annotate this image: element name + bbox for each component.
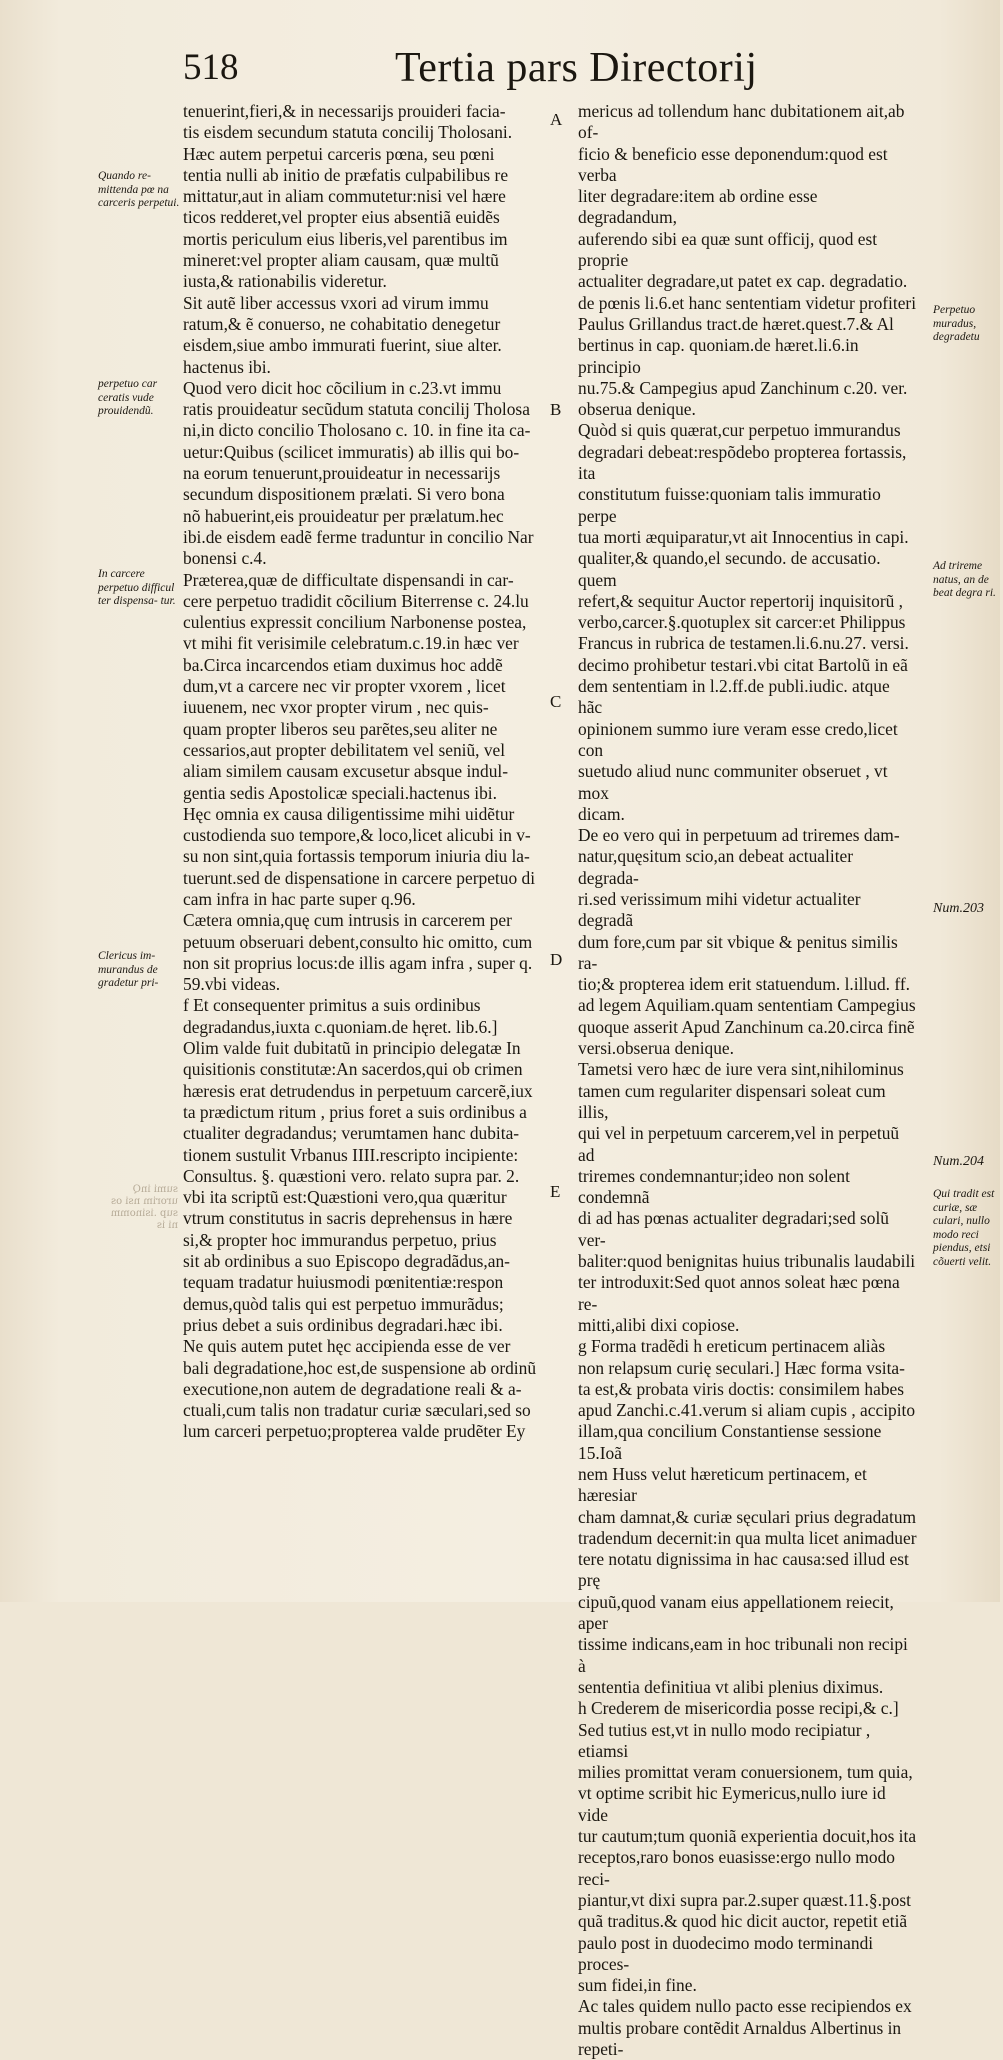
margin-note-right: Qui tradit est curiæ, sæ culari, nullo modo reci piendus, etsi cõuerti velit. bbox=[933, 1188, 995, 1268]
text-line: ni,in dicto concilio Tholosano c. 10. in fine ita ca- bbox=[183, 420, 531, 441]
text-line: constitutum fuisse:quoniam talis immuratio perpe bbox=[578, 484, 881, 526]
text-line: Hæc autem perpetui carceris pœna, seu pœni bbox=[183, 143, 495, 164]
text-line: baliter:quod benignitas huius tribunalis laudabili bbox=[578, 1251, 916, 1272]
text-line: multis probare contẽdit Arnaldus Albertinus in bbox=[578, 2017, 902, 2038]
text-line: opinionem summo iure veram esse credo,licet con bbox=[578, 718, 898, 760]
text-line: Præterea,quæ de difficultate dispensandi in car- bbox=[183, 569, 514, 590]
text-line: ratum,& ẽ conuerso, ne cohabitatio denegetur bbox=[183, 313, 501, 334]
text-line: tentia nulli ab initio de præfatis culpabilibus re bbox=[183, 164, 509, 185]
text-line: degradandus,iuxta c.quoniam.de hęret. lib.6.] bbox=[183, 1016, 498, 1037]
text-line: aliam similem causam excusetur absque indul- bbox=[183, 761, 509, 782]
text-line: tenuerint,fieri,& in necessarijs prouideri facia- bbox=[183, 101, 506, 121]
text-line: quisitionis constitutæ:An sacerdos,qui ob crimen bbox=[183, 1059, 523, 1080]
margin-note-right: Num.203 bbox=[933, 901, 984, 916]
text-line: verbo,carcer.§.quotuplex sit carcer:et Philippus bbox=[578, 612, 906, 633]
text-line: ctuali,cum talis non tradatur curiæ sæculari,sed so bbox=[183, 1400, 531, 1421]
text-line: custodienda suo tempore,& loco,licet alicubi in v- bbox=[183, 825, 531, 846]
text-line: Hęc omnia ex causa diligentissime mihi uidẽtur bbox=[183, 803, 515, 824]
text-line: degradari debeat:respõdebo propterea fortassis, ita bbox=[578, 441, 907, 484]
text-line: ri.sed verissimum mihi videtur actualiter degradã bbox=[578, 888, 861, 931]
text-line: receptos,raro bonos euasisse:ergo nullo modo reci- bbox=[578, 1847, 895, 1889]
text-line: petuum obseruari debent,consulto hic omitto, cum bbox=[183, 931, 533, 952]
text-line: tamen cum regulariter dispensari soleat cum illis, bbox=[578, 1080, 886, 1122]
text-line: auferendo sibi ea quæ sunt officij, quod est proprie bbox=[578, 228, 878, 271]
margin-note-left: perpetuo car ceratis vude prouidendũ. bbox=[98, 378, 158, 417]
text-line: decimo prohibetur testari.vbi citat Bartolũ in eã bbox=[578, 654, 908, 675]
text-line: paulo post in duodecimo modo terminandi proces- bbox=[578, 1932, 874, 1974]
text-line: tua morti æquiparatur,vt ait Innocentius in capi. bbox=[578, 526, 909, 547]
text-line: ta prædictum ritum , prius foret a suis ordinibus a bbox=[183, 1101, 527, 1122]
text-line: culentius expressit concilium Narbonense postea, bbox=[183, 612, 527, 633]
left-text-column bbox=[183, 101, 551, 1443]
text-line: Francus in rubrica de testamen.li.6.nu.27. versi. bbox=[578, 633, 909, 654]
text-line: bonensi c.4. bbox=[183, 548, 267, 569]
text-line: Sed tutius est,vt in nullo modo recipiatur , etiamsi bbox=[578, 1719, 871, 1761]
text-line: vt mihi fit verisimile celebratum.c.19.in hæc ver bbox=[183, 633, 519, 654]
text-line: hæresis erat detrudendus in perpetuum carcerẽ,iux bbox=[183, 1080, 533, 1101]
text-line: quã traditus.& quod hic dicit auctor, repetit etiã bbox=[578, 1911, 908, 1932]
text-line: De eo vero qui in perpetuum ad triremes dam- bbox=[578, 825, 900, 846]
text-line: non relapsum curię seculari.] Hæc forma vsita- bbox=[578, 1357, 905, 1378]
text-line: prius debet a suis ordinibus degradari.hæc ibi. bbox=[183, 1314, 503, 1335]
text-line: di ad has pœnas actualiter degradari;sed solũ ver- bbox=[578, 1208, 889, 1250]
text-line: obserua denique. bbox=[578, 399, 696, 420]
text-line: dem sententiam in l.2.ff.de publi.iudic. atque hãc bbox=[578, 676, 890, 718]
text-line: tis eisdem secundum statuta concilij Tholosani. bbox=[183, 122, 513, 143]
text-line: Tametsi vero hæc de iure vera sint,nihilominus bbox=[578, 1059, 904, 1080]
margin-note-left: Quando re- mittenda pœ na carceris perpetui. bbox=[98, 170, 180, 209]
text-line: milies promittat veram conuersionem, tum quia, bbox=[578, 1762, 913, 1783]
text-line: de pœnis li.6.et hanc sententiam videtur profiteri bbox=[578, 292, 917, 313]
text-line: apud Zanchi.c.41.verum si aliam cupis , accipito bbox=[578, 1400, 916, 1421]
text-line: tur cautum;tum quoniã experientia docuit,hos ita bbox=[578, 1826, 917, 1847]
text-line: uetur:Quibus (scilicet immuratis) ab illis qui bo- bbox=[183, 441, 520, 462]
text-line: bertinus in cap. quoniam.de hæret.li.6.in principio bbox=[578, 335, 859, 377]
text-line: cam infra in hac parte super q.96. bbox=[183, 888, 416, 909]
text-line: tissime indicans,eam in hoc tribunali non recipi à bbox=[578, 1634, 908, 1676]
text-line: tuerunt.sed de dispensatione in carcere perpetuo di bbox=[183, 867, 536, 888]
text-line: f Et consequenter primitus a suis ordinibus bbox=[183, 995, 481, 1016]
text-line: sum fidei,in fine. bbox=[578, 1975, 697, 1996]
section-letter: E bbox=[550, 1182, 561, 1201]
text-line: nu.75.& Campegius apud Zanchinum c.20. ver. bbox=[578, 377, 908, 398]
text-line: ad legem Aquiliam.quam sententiam Campegius bbox=[578, 995, 916, 1016]
text-line: sit ab ordinibus a suo Episcopo degradãdus,an- bbox=[183, 1251, 510, 1272]
text-line: mericus ad tollendum hanc dubitationem ait,ab of- bbox=[578, 101, 905, 143]
text-line: repeti- bbox=[578, 2039, 624, 2060]
text-line: mineret:vel propter aliam causam, quæ multũ bbox=[183, 250, 499, 271]
text-line: nõ habuerint,eis prouideatur per prælatum.hec bbox=[183, 505, 504, 526]
text-line: tio;& propterea idem erit statuendum. l.illud. ff. bbox=[578, 974, 910, 995]
text-line: iusta,& rationabilis videretur. bbox=[183, 271, 387, 292]
running-title: Tertia pars Directorij bbox=[395, 45, 758, 91]
text-line: natur,quęsitum scio,an debeat actualiter degrada- bbox=[578, 846, 854, 888]
text-line: Cætera omnia,quę cum intrusis in carcerem per bbox=[183, 910, 512, 931]
text-line: Quod vero dicit hoc cõcilium in c.23.vt immu bbox=[183, 377, 502, 398]
text-line: refert,& sequitur Auctor repertorij inquisitorũ , bbox=[578, 590, 904, 611]
page-number: 518 bbox=[183, 47, 239, 88]
margin-note-right: Num.204 bbox=[933, 1154, 984, 1169]
text-line: vt optime scribit hic Eymericus,nullo iure id vide bbox=[578, 1783, 886, 1825]
text-line: nem Huss velut hæreticum pertinacem, et hæresiar bbox=[578, 1464, 867, 1506]
text-line: ficio & beneficio esse deponendum:quod est verba bbox=[578, 143, 888, 185]
section-letter: D bbox=[550, 950, 563, 969]
text-line: cessarios,aut propter debilitatem vel seniũ, vel bbox=[183, 739, 506, 760]
text-line: liter degradare:item ab ordine esse degradandum, bbox=[578, 186, 818, 228]
text-line: dum fore,cum par sit vbique & penitus similis ra- bbox=[578, 931, 898, 973]
text-line: ratis prouideatur secũdum statuta concilij Tholosa bbox=[183, 399, 530, 420]
text-line: 59.vbi videas. bbox=[183, 974, 281, 995]
text-line: Sit autẽ liber accessus vxori ad virum immu bbox=[183, 292, 489, 313]
text-line: ta est,& probata viris doctis: consimilem habes bbox=[578, 1378, 905, 1399]
text-line: hactenus ibi. bbox=[183, 356, 271, 377]
section-letter: C bbox=[550, 692, 562, 711]
text-line: cham damnat,& curiæ sęculari prius degradatum bbox=[578, 1506, 917, 1527]
text-line: executione,non autem de degradatione reali & a- bbox=[183, 1378, 522, 1399]
text-line: tionem sustulit Vrbanus IIII.rescripto incipiente: bbox=[183, 1144, 519, 1165]
text-line: mittatur,aut in aliam commutetur:nisi vel hære bbox=[183, 186, 506, 207]
text-line: dicam. bbox=[578, 803, 625, 824]
text-line: su non sint,quia fortassis temporum iniuria diu la- bbox=[183, 846, 530, 867]
text-line: si,& propter hoc immurandus perpetuo, prius bbox=[183, 1229, 497, 1250]
text-line: Consultus. §. quæstioni vero. relato supra par. 2. bbox=[183, 1165, 520, 1186]
text-line: eisdem,siue ambo immurati fuerint, siue alter. bbox=[183, 335, 502, 356]
text-line: na eorum tenuerunt,prouideatur in necessarijs bbox=[183, 463, 501, 484]
text-line: secundum dispositionem prælati. Si vero bona bbox=[183, 484, 505, 505]
text-line: vtrum constitutus in sacris deprehensus in hære bbox=[183, 1208, 513, 1229]
section-letter: A bbox=[550, 110, 563, 129]
text-line: ba.Circa incarcendos etiam duximus hoc addẽ bbox=[183, 654, 503, 675]
text-line: lum carceri perpetuo;propterea valde prudẽter Ey bbox=[183, 1421, 526, 1442]
text-line: cere perpetuo tradidit cõcilium Biterrense c. 24.lu bbox=[183, 590, 529, 611]
text-line: ter introduxit:Sed quot annos soleat hæc pœna re- bbox=[578, 1272, 900, 1314]
text-line: quam propter liberos seu parẽtes,seu aliter ne bbox=[183, 718, 498, 739]
bleed-through-text: sumi inQ urorim nsi os sup .isinomm ni is bbox=[110, 1184, 178, 1231]
text-line: triremes condemnantur;ideo non solent condemnã bbox=[578, 1165, 850, 1208]
text-line: sententia definitiua vt alibi plenius diximus. bbox=[578, 1676, 884, 1697]
section-letter: B bbox=[550, 400, 562, 419]
text-line: non sit proprius locus:de illis agam infra , super q. bbox=[183, 952, 533, 973]
margin-note-left: Clericus im- murandus de gradetur pri- bbox=[98, 950, 159, 989]
text-line: g Forma tradẽdi h ereticum pertinacem aliàs bbox=[578, 1336, 886, 1357]
text-line: vbi ita scriptũ est:Quæstioni vero,qua quæritur bbox=[183, 1187, 507, 1208]
right-text-column bbox=[578, 101, 918, 2060]
text-line: Olim valde fuit dubitatũ in principio delegatæ In bbox=[183, 1038, 521, 1059]
text-line: qualiter,& quando,el secundo. de accusatio. quem bbox=[578, 548, 881, 590]
text-line: versi.obserua denique. bbox=[578, 1038, 734, 1059]
text-line: tere notatu dignissima in hac causa:sed illud est prę bbox=[578, 1549, 909, 1591]
text-line: cipuũ,quod vanam eius appellationem reiecit, aper bbox=[578, 1591, 894, 1634]
text-line: Quòd si quis quærat,cur perpetuo immurandus bbox=[578, 420, 901, 441]
text-line: mitti,alibi dixi copiose. bbox=[578, 1314, 740, 1335]
margin-note-left: In carcere perpetuo difficul ter dispensa- tur. bbox=[98, 568, 176, 607]
text-line: actualiter degradare,ut patet ex cap. degradatio. bbox=[578, 271, 908, 292]
text-line: mortis periculum eius liberis,vel parentibus im bbox=[183, 228, 508, 249]
text-line: suetudo aliud nunc communiter obseruet , vt mox bbox=[578, 761, 888, 803]
text-line: bali degradatione,hoc est,de suspensione ab ordinũ bbox=[183, 1357, 537, 1378]
text-line: Ne quis autem putet hęc accipienda esse de ver bbox=[183, 1336, 511, 1357]
text-line: ticos redderet,vel propter eius absentiã euidẽs bbox=[183, 207, 500, 228]
margin-note-right: Ad trireme natus, an de beat degra ri. bbox=[933, 560, 996, 599]
text-line: quoque asserit Apud Zanchinum ca.20.circa finẽ bbox=[578, 1016, 915, 1037]
text-line: dum,vt a carcere nec vir propter vxorem , licet bbox=[183, 676, 506, 697]
text-line: demus,quòd talis qui est perpetuo immurãdus; bbox=[183, 1293, 504, 1314]
text-line: piantur,vt dixi supra par.2.super quæst.11.§.post bbox=[578, 1889, 911, 1910]
text-line: Paulus Grillandus tract.de hæret.quest.7.& Al bbox=[578, 313, 894, 334]
margin-note-right: Perpetuo muradus, degradetu bbox=[933, 304, 980, 343]
text-line: ctualiter degradandus; verumtamen hanc dubita- bbox=[183, 1123, 520, 1144]
text-line: Ac tales quidem nullo pacto esse recipiendos ex bbox=[578, 1996, 912, 2017]
text-line: illam,qua concilium Constantiense sessione 15.Ioã bbox=[578, 1421, 882, 1463]
text-line: tradendum decernit:in qua multa licet animaduer bbox=[578, 1527, 917, 1548]
text-line: gentia sedis Apostolicæ speciali.hactenus ibi. bbox=[183, 782, 497, 803]
text-line: tequam tradatur huiusmodi pœnitentiæ:respon bbox=[183, 1272, 504, 1293]
text-line: qui vel in perpetuum carcerem,vel in perpetuũ ad bbox=[578, 1123, 900, 1165]
text-line: h Crederem de misericordia posse recipi,& c.] bbox=[578, 1698, 899, 1719]
text-line: ibi.de eisdem eadẽ ferme traduntur in concilio Nar bbox=[183, 526, 534, 547]
text-line: iuuenem, nec vxor propter virum , nec quis- bbox=[183, 697, 489, 718]
